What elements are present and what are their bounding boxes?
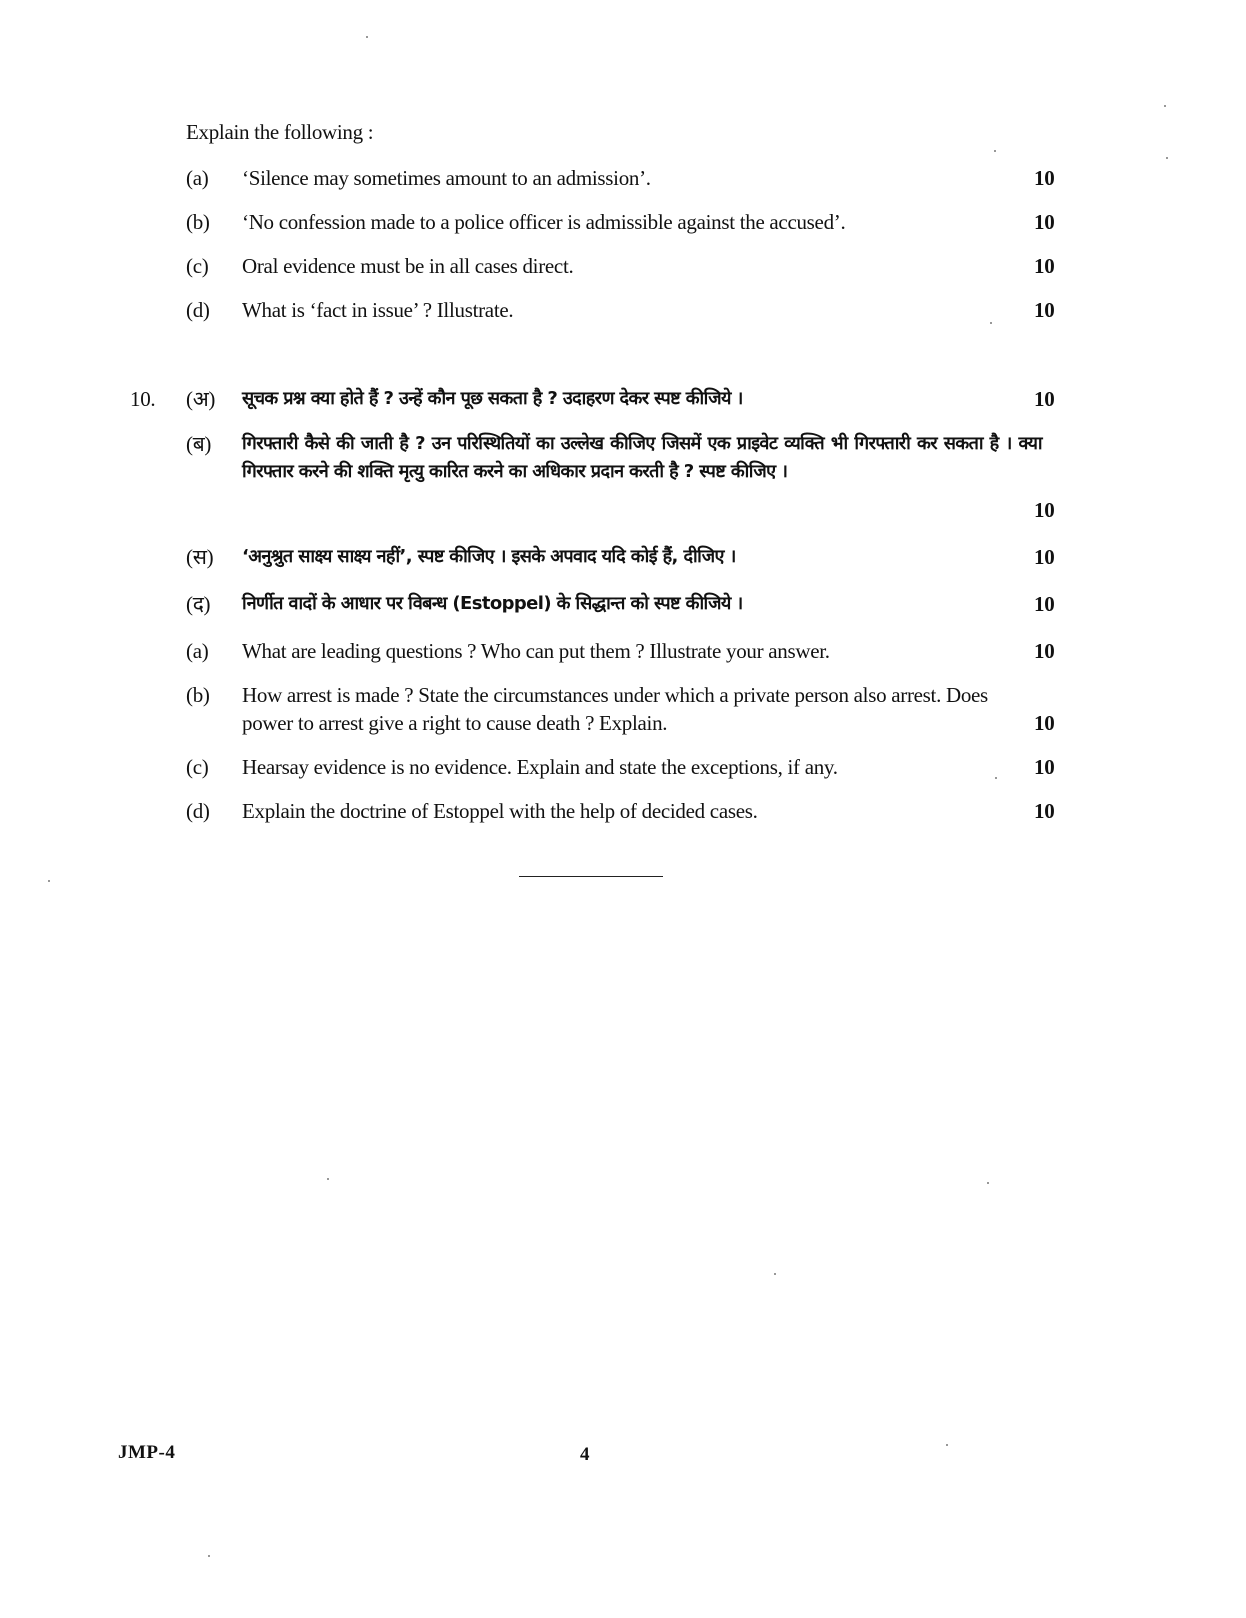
item-label: (d) bbox=[186, 799, 210, 823]
scan-speck bbox=[774, 1273, 776, 1275]
item-marks: 10 bbox=[1034, 592, 1055, 616]
item-text: ‘अनुश्रुत साक्ष्य साक्ष्य नहीं’, स्पष्ट कीजिए । इसके अपवाद यदि कोई हैं, दीजिए । bbox=[242, 546, 736, 567]
item-marks: 10 bbox=[1034, 254, 1055, 278]
item-text: सूचक प्रश्न क्या होते हैं ? उन्हें कौन पूछ सकता है ? उदाहरण देकर स्पष्ट कीजिये । bbox=[242, 388, 743, 409]
item-text: How arrest is made ? State the circumstances under which a private person also arrest. Does power to arrest give a right to cause death ? Explain. bbox=[242, 683, 988, 735]
item-label: (d) bbox=[186, 298, 210, 322]
item-marks: 10 bbox=[1034, 387, 1055, 411]
item-label: (अ) bbox=[186, 387, 216, 411]
page-number: 4 bbox=[580, 1444, 590, 1465]
scan-speck bbox=[327, 1178, 329, 1180]
scan-speck bbox=[946, 1444, 948, 1446]
item-label: (b) bbox=[186, 210, 210, 234]
item-marks: 10 bbox=[1034, 210, 1055, 234]
item-marks: 10 bbox=[1034, 545, 1055, 569]
scan-speck bbox=[987, 1182, 989, 1184]
item-label: (स) bbox=[186, 545, 214, 569]
item-text: Explain the doctrine of Estoppel with the help of decided cases. bbox=[242, 799, 758, 823]
item-marks: 10 bbox=[1034, 298, 1055, 322]
item-text: गिरफ्तारी कैसे की जाती है ? उन परिस्थितियों का उल्लेख कीजिए जिसमें एक प्राइवेट व्यक्ति भी गिरफ्तारी कर सकता है । क्या गिरफ्तार करने की शक्ति मृत्यु कारित करने का अधिकार प्रदान करती है ? स्पष्ट कीजिए । bbox=[242, 433, 1042, 482]
item-label: (a) bbox=[186, 166, 209, 190]
scan-speck bbox=[990, 322, 992, 324]
scan-speck bbox=[1164, 105, 1166, 107]
item-marks: 10 bbox=[1034, 498, 1055, 522]
item-text: What are leading questions ? Who can put them ? Illustrate your answer. bbox=[242, 639, 830, 663]
item-label: (b) bbox=[186, 683, 210, 707]
item-label: (c) bbox=[186, 254, 209, 278]
item-label: (ब) bbox=[186, 432, 212, 456]
item-text: Oral evidence must be in all cases direct. bbox=[242, 254, 574, 278]
scan-speck bbox=[366, 36, 368, 38]
item-text: ‘No confession made to a police officer is admissible against the accused’. bbox=[242, 210, 846, 234]
end-divider bbox=[519, 876, 663, 877]
item-marks: 10 bbox=[1034, 166, 1055, 190]
scan-speck bbox=[994, 150, 996, 152]
item-marks: 10 bbox=[1034, 639, 1055, 663]
item-marks: 10 bbox=[1034, 711, 1055, 735]
section-intro: Explain the following : bbox=[186, 120, 374, 144]
item-label: (द) bbox=[186, 592, 211, 616]
item-marks: 10 bbox=[1034, 755, 1055, 779]
item-text: What is ‘fact in issue’ ? Illustrate. bbox=[242, 298, 514, 322]
scan-speck bbox=[995, 777, 997, 779]
paper-code: JMP-4 bbox=[118, 1442, 176, 1463]
question-number: 10. bbox=[130, 387, 156, 411]
scan-speck bbox=[1166, 157, 1168, 159]
item-marks: 10 bbox=[1034, 799, 1055, 823]
item-label: (c) bbox=[186, 755, 209, 779]
item-text: ‘Silence may sometimes amount to an admission’. bbox=[242, 166, 651, 190]
scan-speck bbox=[208, 1555, 210, 1557]
item-label: (a) bbox=[186, 639, 209, 663]
item-text: निर्णीत वादों के आधार पर विबन्ध (Estoppel) के सिद्धान्त को स्पष्ट कीजिये । bbox=[242, 593, 743, 614]
item-text: Hearsay evidence is no evidence. Explain and state the exceptions, if any. bbox=[242, 755, 838, 779]
scan-speck bbox=[48, 880, 50, 882]
